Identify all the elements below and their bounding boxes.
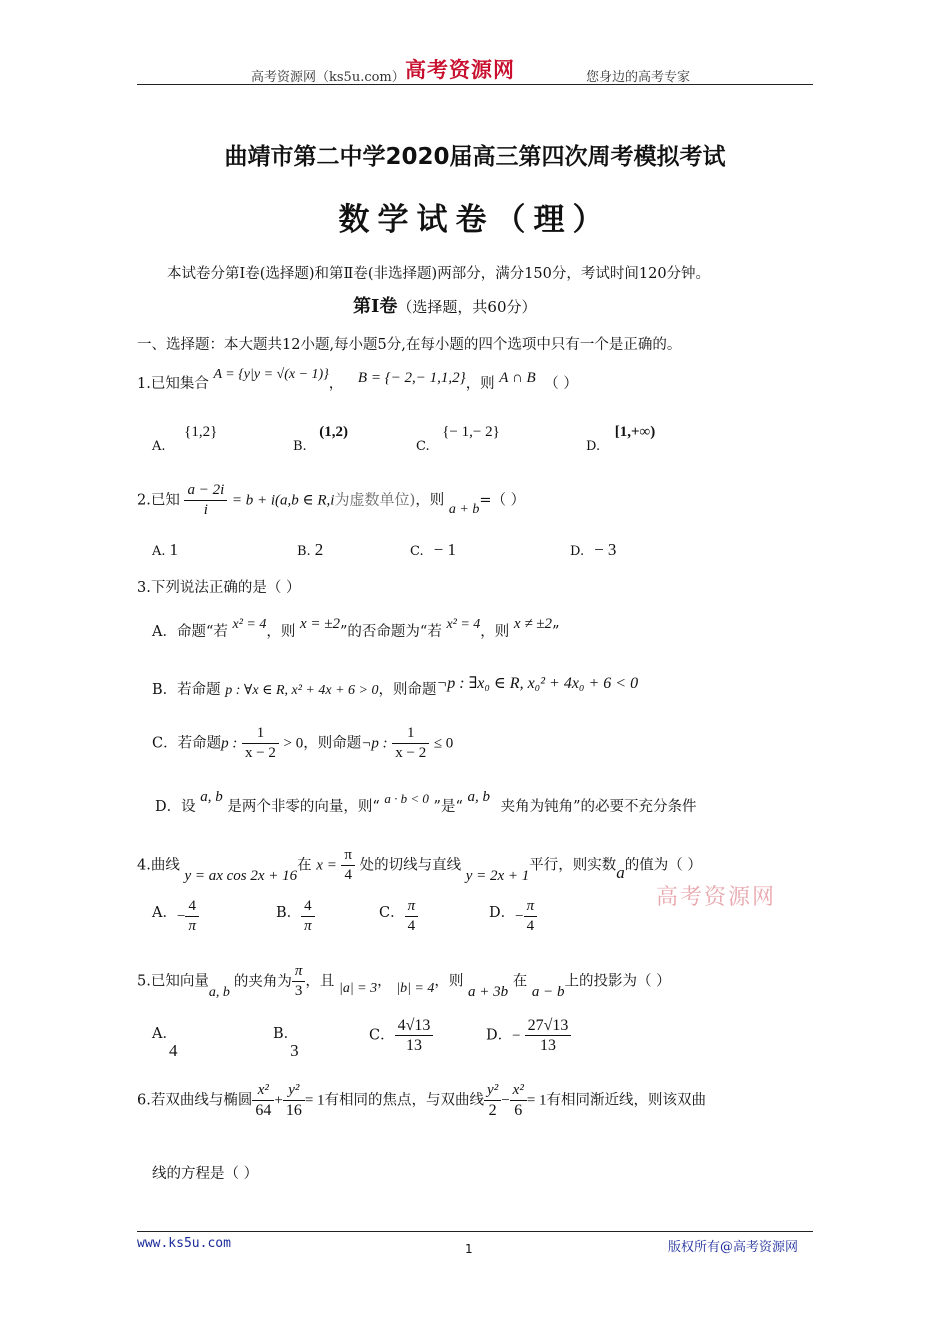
q6-frac2-num: y²	[283, 1081, 305, 1101]
q4-x-fraction-num: π	[341, 846, 355, 866]
q5-option-a-value: 4	[168, 1041, 178, 1060]
q4-option-d	[489, 897, 537, 936]
q4-option-b-num: 4	[301, 897, 315, 917]
q4-pre: 4.曲线	[137, 857, 180, 874]
q5-expr-diff: a − b	[531, 983, 565, 1000]
q2-option-b-label: B.	[297, 544, 311, 559]
q1-option-c-label: C.	[416, 439, 430, 454]
q1-option-b-label: B.	[293, 439, 307, 454]
q6-frac3	[484, 1081, 501, 1120]
q5-option-d-sign: −	[512, 1027, 521, 1044]
q3-option-a-text2: ，则	[266, 624, 296, 640]
q4-option-a-frac	[185, 897, 199, 936]
q5-abs-a: |a| = 3	[338, 980, 378, 996]
q5-text5: 在	[512, 973, 528, 990]
q5-text3: ，	[377, 973, 392, 990]
q3-option-b-label: B．	[152, 682, 178, 698]
q5-abs-b: |b| = 4	[396, 980, 435, 996]
q2-fraction-den: i	[203, 502, 208, 518]
q2-mid: ，则	[415, 492, 445, 509]
q6-frac2	[283, 1081, 305, 1120]
footer-copyright: 版权所有@高考资源网	[668, 1240, 799, 1255]
q5-option-a	[152, 1026, 178, 1060]
q3-option-c-math2: > 0	[283, 735, 304, 752]
q3-option-d-text3: ”是“	[433, 799, 463, 815]
q2-option-d	[570, 540, 616, 560]
q2-fraction	[184, 481, 227, 520]
q6-frac4	[510, 1081, 527, 1120]
q2-option-d-value: − 3	[594, 540, 617, 559]
q3-option-d-math3: a, b	[467, 789, 490, 805]
q5-option-d-den: 13	[540, 1037, 556, 1054]
q4-mid2: 平行，则实数	[529, 857, 617, 874]
q6-frac3-den: 2	[488, 1102, 497, 1119]
exam-subtitle: 数学试卷（理）	[338, 202, 612, 238]
q1-option-d-value: [1,+∞)	[614, 424, 656, 440]
q2-option-c-label: C.	[410, 544, 424, 559]
q5-option-c-label: C．	[369, 1027, 395, 1044]
header-right: 您身边的高考专家	[586, 70, 691, 85]
header-left: 高考资源网（ks5u.com）	[251, 70, 405, 85]
q5-angle-num: π	[292, 962, 306, 982]
q3-option-a-math3: x² = 4	[446, 617, 481, 632]
q3-option-d-math1: a, b	[200, 789, 223, 805]
q4-option-a	[152, 897, 199, 936]
q1-option-c-value: {− 1,− 2}	[442, 424, 500, 440]
q3-option-c-math3: ¬p :	[361, 735, 388, 752]
q4-option-d-den: 4	[526, 918, 535, 934]
q4-option-d-sign: −	[515, 908, 524, 925]
q6-eq1: = 1	[304, 1092, 325, 1109]
q1-option-b-value: (1,2)	[319, 424, 349, 440]
q6-frac2-den: 16	[285, 1102, 302, 1119]
footer-website-link[interactable]: www.ks5u.com	[137, 1236, 231, 1251]
q5-text2: ，且	[305, 973, 335, 990]
q4-var: a	[616, 862, 625, 882]
question-2	[137, 481, 525, 520]
section-heading	[353, 292, 537, 318]
q4-option-d-label: D．	[489, 904, 516, 921]
q3-option-d-label: D．	[155, 799, 182, 815]
q3-option-c-text2: ，则命题	[303, 735, 362, 752]
intro-text: 本试卷分第Ⅰ卷(选择题)和第Ⅱ卷(非选择题)两部分，满分150分，考试时间120分钟。	[167, 266, 711, 282]
q3-option-c-text1: 若命题	[177, 735, 222, 752]
q4-end: 的值为（ ）	[624, 857, 702, 874]
q3-option-a-text5: ”	[552, 624, 560, 640]
q2-option-c-value: − 1	[433, 540, 456, 559]
q1-expr: A ∩ B	[499, 370, 536, 386]
q4-option-c-frac	[405, 897, 419, 936]
q6-eq2: = 1	[526, 1092, 547, 1109]
site-logo: 高考资源网	[405, 57, 515, 82]
part1-instructions: 一、选择题：本大题共12小题,每小题5分,在每小题的四个选项中只有一个是正确的。	[137, 337, 682, 353]
q4-option-a-den: π	[188, 918, 196, 934]
q3-option-b-math1: p : ∀x ∈ R, x² + 4x + 6 > 0	[225, 683, 379, 698]
q6-end: 有相同渐近线，则该双曲	[546, 1092, 707, 1109]
q4-option-a-label: A．	[152, 904, 177, 921]
q5-option-c-frac	[395, 1016, 434, 1055]
q2-expr: a + b	[448, 501, 480, 517]
q3-option-d-text4: 夹角为钝角”的必要不充分条件	[500, 799, 697, 815]
q3-option-b-text2: ，则命题	[378, 682, 437, 698]
q4-option-b-den: π	[304, 918, 312, 934]
q4-option-a-num: 4	[185, 897, 199, 917]
q4-line: y = 2x + 1	[465, 867, 530, 884]
q3-option-d	[155, 789, 697, 816]
q2-fraction-num: a − 2i	[184, 481, 227, 501]
q1-set-a: A = {y|y = √(x − 1)}	[213, 367, 329, 382]
q3-option-b-math2: ¬p : ∃x₀ ∈ R, x₀² + 4x₀ + 6 < 0	[436, 675, 639, 692]
q6-frac1	[252, 1081, 274, 1120]
q5-text6: 上的投影为（ ）	[564, 973, 671, 990]
section-heading-rest: （选择题，共60分）	[397, 298, 537, 316]
q6-mid: 有相同的焦点，与双曲线	[324, 1092, 485, 1109]
q5-angle-frac	[292, 962, 306, 1001]
q4-option-c-label: C．	[379, 904, 405, 921]
q4-option-c	[379, 897, 418, 936]
q4-curve: y = ax cos 2x + 16	[184, 867, 298, 884]
q4-at: 在	[297, 857, 312, 874]
q1-option-c	[416, 424, 500, 454]
q3-option-c-math1: p :	[221, 735, 238, 752]
q1-option-a-label: A.	[152, 439, 166, 454]
q1-option-b	[293, 424, 349, 454]
q2-option-a-value: 1	[169, 540, 179, 559]
q1-option-d-label: D.	[586, 439, 601, 454]
q3-option-c-frac2	[392, 724, 429, 763]
q3-option-c-frac1-den: x − 2	[244, 745, 276, 761]
q1-mid: ，则	[465, 376, 495, 392]
q3-option-a	[152, 616, 560, 641]
q3-option-c-frac1-num: 1	[242, 724, 279, 744]
page-number: 1	[465, 1242, 473, 1256]
exam-title: 曲靖市第二中学2020届高三第四次周考模拟考试	[224, 144, 726, 170]
section-heading-bold: 第Ⅰ卷	[353, 296, 398, 317]
q3-option-a-text4: ，则	[480, 624, 510, 640]
q6-frac1-num: x²	[252, 1081, 274, 1101]
q2-option-a	[152, 540, 178, 560]
footer-rule	[137, 1231, 813, 1232]
q4-x-equals: x =	[316, 857, 337, 874]
q3-option-a-text1: 命题“若	[176, 624, 228, 640]
q3-option-c	[152, 724, 453, 763]
q1-pre: 1.已知集合	[137, 376, 209, 392]
q5-angle-den: 3	[294, 983, 303, 999]
q5-expr-sum: a + 3b	[468, 983, 509, 1000]
question-6	[137, 1081, 706, 1120]
q5-text4: ，则	[434, 973, 464, 990]
q3-option-c-math4: ≤ 0	[433, 735, 454, 752]
header-rule	[137, 84, 813, 85]
q5-pre: 5.已知向量	[137, 973, 209, 990]
q5-option-d-num: 27√13	[525, 1016, 572, 1036]
q2-note: 为虚数单位)	[334, 490, 416, 509]
q5-option-b	[273, 1026, 299, 1060]
q5-option-c	[369, 1016, 433, 1055]
q1-option-a	[152, 424, 218, 454]
q2-option-a-label: A.	[152, 544, 166, 559]
q3-option-c-frac1	[242, 724, 279, 763]
q3-option-a-math2: x = ±2	[299, 616, 340, 632]
q4-option-c-num: π	[405, 897, 419, 917]
q4-option-d-num: π	[524, 897, 538, 917]
q1-comma: ，	[328, 376, 344, 392]
q4-option-d-frac	[524, 897, 538, 936]
q5-mid: 的夹角为	[233, 973, 292, 990]
q6-frac1-den: 64	[255, 1102, 272, 1119]
q3-option-a-math1: x² = 4	[232, 617, 267, 632]
q6-frac3-num: y²	[484, 1081, 501, 1101]
q1-option-d	[586, 424, 656, 454]
q4-option-b-frac	[301, 897, 315, 936]
q5-option-b-value: 3	[290, 1041, 299, 1060]
q2-option-d-label: D.	[570, 544, 585, 559]
watermark: 高考资源网	[656, 885, 777, 910]
q1-blank: （ ）	[544, 376, 578, 392]
q4-option-c-den: 4	[407, 918, 416, 934]
q5-option-d-frac	[525, 1016, 572, 1055]
q3-option-a-text3: ”的否命题为“若	[340, 624, 442, 640]
q4-option-b	[276, 897, 315, 936]
q5-vectors: a, b	[208, 984, 230, 1000]
q3-option-c-frac2-den: x − 2	[395, 745, 427, 761]
q2-equation: = b + i(a,b ∈ R,i	[231, 492, 335, 509]
q3-option-d-text1: 设	[181, 799, 196, 815]
q4-x-fraction	[341, 846, 355, 885]
q5-option-c-den: 13	[406, 1037, 422, 1054]
q5-option-b-label: B．	[273, 1026, 299, 1042]
question-3-stem: 3.下列说法正确的是（ ）	[137, 580, 301, 596]
q4-option-b-label: B．	[276, 904, 302, 921]
q5-option-d	[486, 1016, 571, 1055]
q3-option-a-label: A．	[152, 624, 177, 640]
q2-option-b	[297, 540, 323, 560]
q3-option-b-text1: 若命题	[177, 682, 221, 698]
q1-set-b: B = {− 2,− 1,1,2}	[357, 370, 466, 386]
q6-plus: +	[274, 1092, 283, 1109]
q6-frac4-den: 6	[514, 1102, 523, 1119]
question-1	[137, 367, 578, 393]
q2-option-b-value: 2	[314, 540, 324, 559]
q5-option-c-num: 4√13	[395, 1016, 434, 1036]
q3-option-d-math2: a · b < 0	[384, 791, 429, 806]
q2-blank: =（ ）	[479, 492, 526, 509]
q1-option-a-value: {1,2}	[184, 424, 218, 440]
q6-minus: −	[501, 1092, 510, 1109]
q4-option-a-sign: −	[176, 908, 186, 925]
q4-x-fraction-den: 4	[344, 867, 352, 883]
q3-option-a-math4: x ≠ ±2	[513, 616, 553, 632]
question-4	[137, 846, 702, 885]
q3-option-c-frac2-num: 1	[392, 724, 429, 744]
q6-frac4-num: x²	[510, 1081, 527, 1101]
question-5	[137, 962, 671, 1001]
q4-mid: 处的切线与直线	[359, 857, 462, 874]
q3-option-d-text2: 是两个非零的向量，则“	[227, 799, 380, 815]
q6-line2: 线的方程是（ ）	[152, 1166, 259, 1182]
q6-pre: 6.若双曲线与椭圆	[137, 1092, 253, 1109]
q2-option-c	[410, 540, 456, 560]
q3-option-c-label: C．	[152, 735, 178, 752]
q3-option-b	[152, 675, 639, 699]
q5-option-d-label: D．	[486, 1027, 513, 1044]
q2-pre: 2.已知	[137, 492, 180, 509]
q5-option-a-label: A．	[152, 1026, 177, 1042]
